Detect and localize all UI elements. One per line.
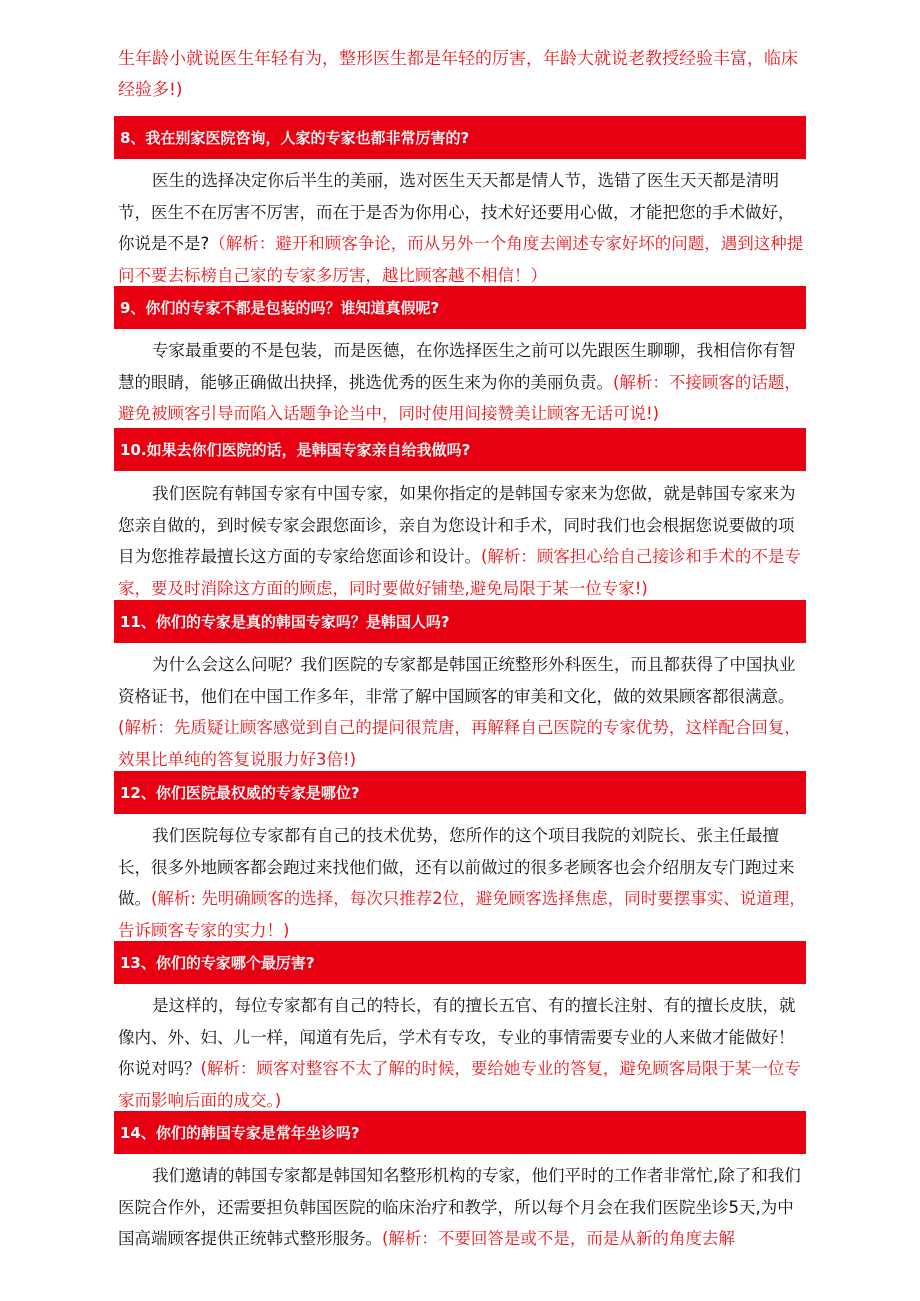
analysis-note-13: (解析：顾客对整容不太了解的时候，要给她专业的答复，避免顾客局限于某一位专家而影响后面的成交。) xyxy=(118,1059,801,1110)
question-bar-13 xyxy=(114,941,806,984)
answer-9-text: 专家最重要的不是包装，而是医德，在你选择医生之前可以先跟医生聊聊，我相信你有智慧的眼睛，能够正确做出抉择，挑选优秀的医生来为你的美丽负责。 xyxy=(118,341,796,392)
question-bar-10 xyxy=(114,428,806,471)
answer-13 xyxy=(118,990,808,1116)
analysis-note-10: (解析：顾客担心给自己接诊和手术的不是专家，要及时消除这方面的顾虑，同时要做好铺垫,避免局限于某一位专家!) xyxy=(118,547,801,598)
question-bar-12 xyxy=(114,771,806,814)
answer-14 xyxy=(118,1160,808,1255)
answer-10-text: 我们医院有韩国专家有中国专家，如果你指定的是韩国专家来为您做，就是韩国专家来为您亲自做的，到时候专家会跟您面诊，亲自为您设计和手术，同时我们也会根据您说要做的项目为您推荐最擅长这方面的专家给您面诊和设计。 xyxy=(118,484,796,566)
question-10: 10.如果去你们医院的话，是韩国专家亲自给我做吗? xyxy=(120,441,471,459)
analysis-note-14: (解析：不要回答是或不是，而是从新的角度去解 xyxy=(382,1229,735,1248)
question-11: 11、你们的专家是真的韩国专家吗？是韩国人吗? xyxy=(120,613,450,631)
intro-note: 生年龄小就说医生年轻有为，整形医生都是年轻的厉害，年龄大就说老教授经验丰富，临床经验多!) xyxy=(118,49,798,100)
analysis-note-11: (解析：先质疑让顾客感觉到自己的提问很荒唐，再解释自己医院的专家优势，这样配合回复，效果比单纯的答复说服力好3倍!) xyxy=(118,718,801,769)
analysis-note-9: (解析：不接顾客的话题，避免被顾客引导而陷入话题争论当中，同时使用间接赞美让顾客无话可说!) xyxy=(118,372,801,423)
question-8: 8、我在别家医院咨询，人家的专家也都非常厉害的? xyxy=(120,129,470,147)
answer-8 xyxy=(118,165,808,291)
question-bar-9 xyxy=(114,286,806,329)
question-bar-14 xyxy=(114,1111,806,1154)
question-13: 13、你们的专家哪个最厉害? xyxy=(120,954,315,972)
question-12: 12、你们医院最权威的专家是哪位? xyxy=(120,784,360,802)
question-14: 14、你们的韩国专家是常年坐诊吗? xyxy=(120,1124,360,1142)
answer-14-text: 我们邀请的韩国专家都是韩国知名整形机构的专家，他们平时的工作者非常忙,除了和我们医院合作外，还需要担负韩国医院的临床治疗和教学，所以每个月会在我们医院坐诊5天,为中国高端顾客提供正统韩式整形服务。 xyxy=(118,1166,801,1248)
question-bar-11 xyxy=(114,600,806,643)
answer-10 xyxy=(118,478,808,604)
answer-12 xyxy=(118,820,808,946)
answer-11-text: 为什么会这么问呢？我们医院的专家都是韩国正统整形外科医生，而且都获得了中国执业资格证书，他们在中国工作多年，非常了解中国顾客的审美和文化，做的效果顾客都很满意。 xyxy=(118,655,796,706)
answer-9 xyxy=(118,335,808,430)
answer-12-text: 我们医院每位专家都有自己的技术优势，您所作的这个项目我院的刘院长、张主任最擅长，很多外地顾客都会跑过来找他们做，还有以前做过的很多老顾客也会介绍朋友专门跑过来做。 xyxy=(118,826,795,908)
question-bar-8 xyxy=(114,116,806,159)
answer-8-text: 医生的选择决定你后半生的美丽，选对医生天天都是情人节，选错了医生天天都是清明节，医生不在厉害不厉害，而在于是否为你用心，技术好还要用心做，才能把您的手术做好，你说是不是? xyxy=(118,171,795,253)
answer-11 xyxy=(118,649,808,775)
analysis-note-12: (解析: 先明确顾客的选择，每次只推荐2位，避免顾客选择焦虑，同时要摆事实、说道理，告诉顾客专家的实力！) xyxy=(118,889,806,940)
question-9: 9、你们的专家不都是包装的吗？谁知道真假呢? xyxy=(120,299,440,317)
answer-13-text: 是这样的，每位专家都有自己的特长，有的擅长五官、有的擅长注射、有的擅长皮肤，就像内、外、妇、儿一样，闻道有先后，学术有专攻，专业的事情需要专业的人来做才能做好！你说对吗？ xyxy=(118,996,796,1078)
analysis-note-8: （解析：避开和顾客争论，而从另外一个角度去阐述专家好坏的问题，遇到这种提问不要去标榜自己家的专家多厉害，越比顾客越不相信！） xyxy=(118,234,804,285)
